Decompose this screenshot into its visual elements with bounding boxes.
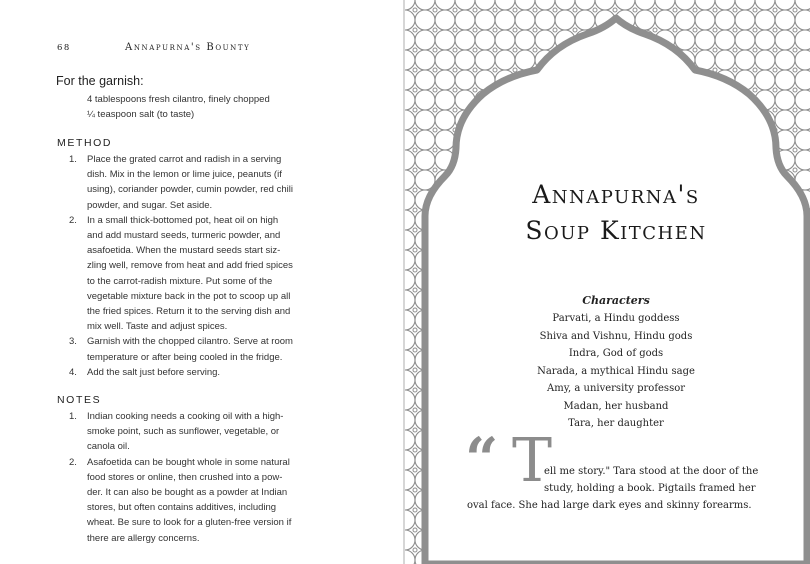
notes-list — [57, 409, 313, 546]
step-line: asafoetida. When the mustard seeds start siz- — [87, 245, 281, 257]
opening-quote-mark: “ — [465, 425, 496, 493]
note-item — [57, 455, 313, 546]
note-line: canola oil. — [87, 441, 130, 453]
garnish-item: 4 tablespoons fresh cilantro, finely chopped — [87, 94, 270, 105]
note-line: wheat. Be sure to look for a gluten-free version if — [87, 517, 292, 529]
opening-line-3: oval face. She had large dark eyes and skinny forearms. — [467, 500, 752, 511]
note-line: food stores or online, then crushed into a pow- — [87, 471, 283, 483]
character-entry: Amy, a university professor — [546, 383, 685, 394]
garnish-item: ¼ teaspoon salt (to taste) — [87, 109, 195, 120]
step-line: temperature or after being cooled in the fridge. — [87, 351, 283, 363]
step-line: dish. Mix in the lemon or lime juice, peanuts (if — [87, 169, 282, 181]
method-heading: METHOD — [57, 137, 113, 149]
step-line: Add the salt just before serving. — [87, 366, 221, 378]
character-entry: Indra, God of gods — [568, 348, 664, 359]
character-entry: Shiva and Vishnu, Hindu gods — [539, 330, 693, 342]
opening-paragraph — [465, 425, 759, 530]
step-line: zling well, remove from heat and add fried spices — [87, 260, 293, 272]
method-step — [57, 365, 313, 380]
step-number: 3. — [69, 336, 77, 348]
opening-line-1: ell me story." Tara stood at the door of the — [544, 466, 759, 477]
chapter-title-line-1: Annapurna's — [532, 180, 700, 209]
page-number: 68 — [57, 43, 71, 53]
step-line: vegetable mixture back in the pot to scoop up all — [87, 290, 291, 302]
character-entry: Madan, her husband — [563, 400, 669, 412]
notes-heading: NOTES — [57, 394, 102, 406]
step-line: In a small thick-bottomed pot, heat oil on high — [87, 214, 279, 226]
method-step — [57, 334, 313, 364]
step-line: the fried spices. Return it to the serving dish and — [87, 306, 291, 318]
right-page — [405, 0, 810, 564]
step-number: 1. — [69, 154, 77, 165]
step-line: powder, and sugar. Set aside. — [87, 199, 213, 211]
step-line: using), coriander powder, cumin powder, red chili — [87, 184, 293, 196]
method-step — [57, 152, 313, 213]
step-line: to the carrot-radish mixture. Put some of the — [87, 275, 273, 287]
characters-heading: Characters — [582, 294, 650, 307]
note-line: der. It can also be bought as a powder at Indian — [87, 487, 288, 499]
step-line: Garnish with the chopped cilantro. Serve at room — [87, 336, 293, 348]
book-title: Annapurna's Bounty — [125, 42, 251, 53]
character-entry: Tara, her daughter — [568, 418, 664, 429]
note-line: Indian cooking needs a cooking oil with a high- — [87, 411, 284, 422]
character-entry: Narada, a mythical Hindu sage — [537, 365, 695, 377]
step-line: mix well. Taste and adjust spices. — [87, 321, 228, 333]
opening-line-2: study, holding a book. Pigtails framed her — [544, 483, 756, 494]
note-line: smoke point, such as sunflower, vegetable, or — [87, 426, 280, 438]
step-number: 4. — [69, 366, 77, 378]
step-line: Place the grated carrot and radish in a serving — [87, 154, 282, 165]
garnish-title: For the garnish: — [56, 74, 144, 88]
note-item — [57, 409, 313, 455]
drop-cap-letter: T — [512, 426, 553, 496]
method-steps — [57, 152, 313, 380]
note-line: stores, but often contains additives, including — [87, 502, 277, 514]
character-entry: Parvati, a Hindu goddess — [552, 313, 680, 324]
note-number: 2. — [69, 456, 77, 468]
step-line: and add mustard seeds, turmeric powder, and — [87, 230, 281, 242]
garnish-list — [87, 92, 270, 122]
note-line: Asafoetida can be bought whole in some natural — [87, 456, 290, 468]
characters-list — [476, 292, 756, 433]
chapter-title-line-2: Soup Kitchen — [525, 216, 707, 245]
note-line: there are allergy concerns. — [87, 532, 200, 544]
running-header — [57, 42, 357, 53]
step-number: 2. — [69, 214, 77, 226]
note-number: 1. — [69, 411, 77, 422]
method-step — [57, 213, 313, 335]
